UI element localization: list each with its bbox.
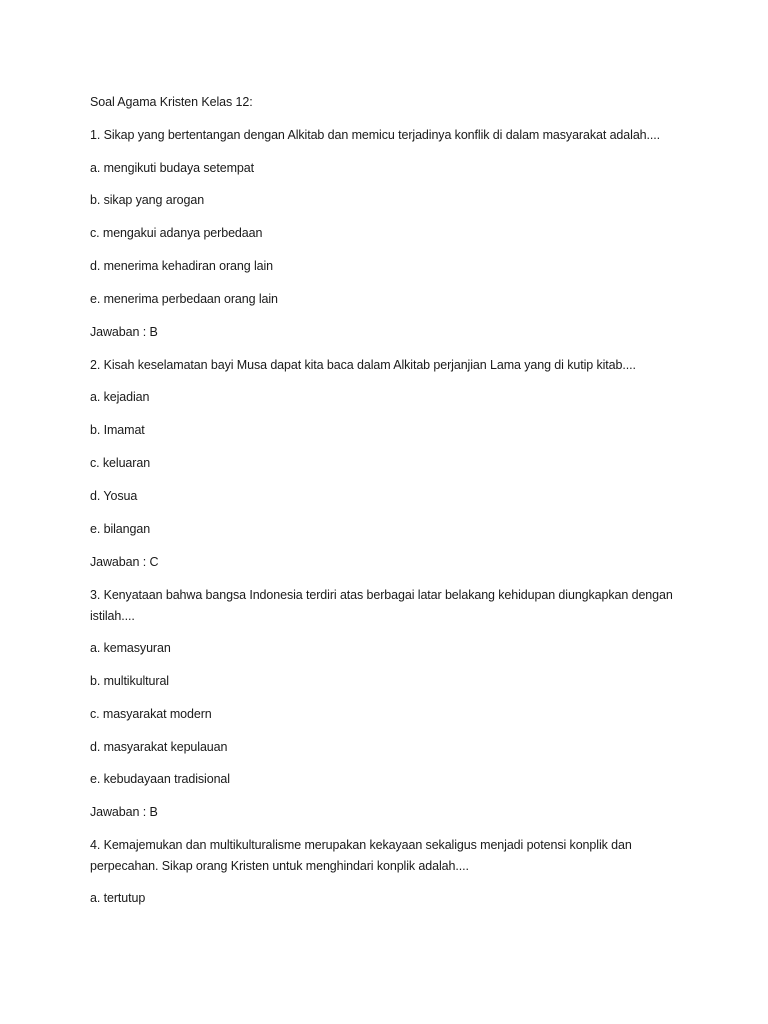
question-2-option-a: a. kejadian [90,390,150,404]
question-1-option-a: a. mengikuti budaya setempat [90,161,254,175]
question-1-option-d: d. menerima kehadiran orang lain [90,259,274,273]
question-2-option-c: c. keluaran [90,456,151,470]
question-4-text: 4. Kemajemukan dan multikulturalisme merupakan kekayaan sekaligus menjadi potensi konplik dan perpecahan. Sikap orang Kristen untuk menghindari konplik adalah.... [90,838,632,873]
question-1-text: 1. Sikap yang bertentangan dengan Alkitab dan memicu terjadinya konflik di dalam masyarakat adalah.... [90,128,661,142]
question-3-option-d: d. masyarakat kepulauan [90,740,228,754]
question-4-option-a: a. tertutup [90,891,146,905]
question-3-option-a: a. kemasyuran [90,641,171,655]
question-1-option-c: c. mengakui adanya perbedaan [90,226,263,240]
question-3-text: 3. Kenyataan bahwa bangsa Indonesia terdiri atas berbagai latar belakang kehidupan diungkapkan dengan istilah.... [90,588,673,623]
document-title: Soal Agama Kristen Kelas 12: [90,95,253,109]
question-2-text: 2. Kisah keselamatan bayi Musa dapat kita baca dalam Alkitab perjanjian Lama yang di kutip kitab.... [90,358,636,372]
question-1-option-b: b. sikap yang arogan [90,193,205,207]
question-2-option-b: b. Imamat [90,423,145,437]
question-3-answer: Jawaban : B [90,805,158,819]
question-2-option-e: e. bilangan [90,522,151,536]
question-3-option-e: e. kebudayaan tradisional [90,772,230,786]
question-1-option-e: e. menerima perbedaan orang lain [90,292,278,306]
question-3-option-c: c. masyarakat modern [90,707,212,721]
question-2-option-d: d. Yosua [90,489,138,503]
question-2-answer: Jawaban : C [90,555,159,569]
question-1-answer: Jawaban : B [90,325,158,339]
question-3-option-b: b. multikultural [90,674,169,688]
